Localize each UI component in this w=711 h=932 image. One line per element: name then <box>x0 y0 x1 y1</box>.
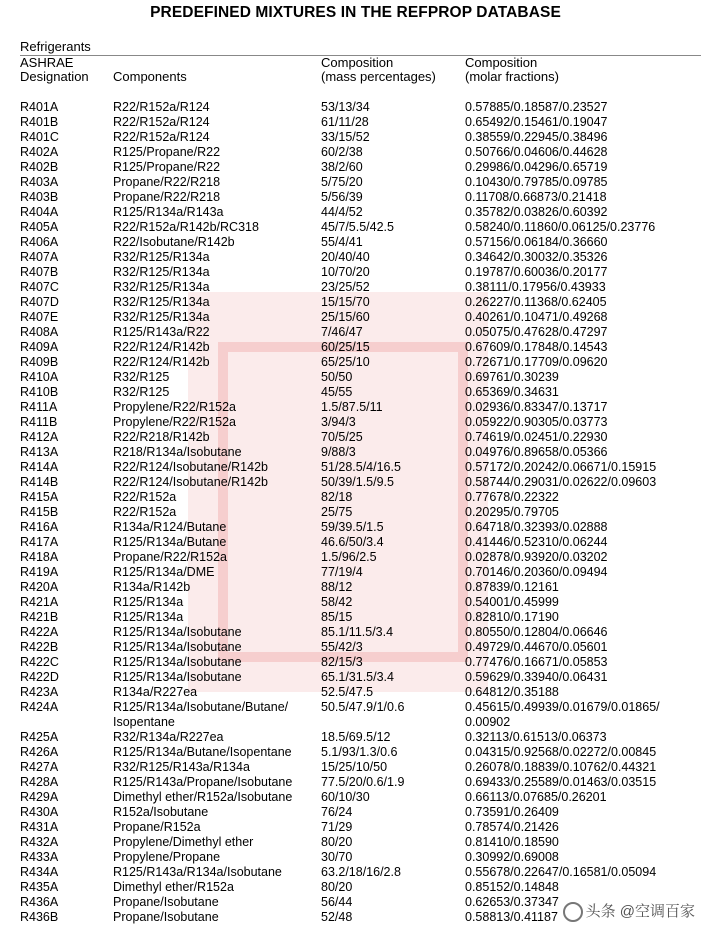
molar-composition-cell: 0.85152/0.14848 <box>465 880 559 894</box>
components-cell: R125/Propane/R22 <box>113 160 221 174</box>
mass-composition-cell: 33/15/52 <box>321 130 370 144</box>
designation-cell: R427A <box>20 760 59 774</box>
molar-composition-cell: 0.58744/0.29031/0.02622/0.09603 <box>465 475 657 489</box>
table-row <box>20 400 706 415</box>
designation-cell: R422A <box>20 625 59 639</box>
components-cell: R22/R218/R142b <box>113 430 210 444</box>
designation-cell: R401A <box>20 100 59 114</box>
molar-composition-cell: 0.57156/0.06184/0.36660 <box>465 235 608 249</box>
designation-cell: R425A <box>20 730 59 744</box>
mixtures-table <box>20 100 706 925</box>
mass-composition-cell: 50/39/1.5/9.5 <box>321 475 394 489</box>
mass-composition-cell: 3/94/3 <box>321 415 356 429</box>
mass-composition-cell: 63.2/18/16/2.8 <box>321 865 401 879</box>
mass-composition-cell: 30/70 <box>321 850 353 864</box>
mass-composition-cell: 65/25/10 <box>321 355 370 369</box>
components-cell: R22/R124/R142b <box>113 340 210 354</box>
components-cell: R32/R125/R134a <box>113 250 210 264</box>
table-row <box>20 430 706 445</box>
designation-cell: R423A <box>20 685 59 699</box>
table-row <box>20 355 706 370</box>
molar-composition-cell: 0.58240/0.11860/0.06125/0.23776 <box>465 220 656 234</box>
designation-cell: R403A <box>20 175 59 189</box>
table-row <box>20 745 706 760</box>
molar-composition-cell: 0.80550/0.12804/0.06646 <box>465 625 608 639</box>
table-row <box>20 565 706 580</box>
designation-cell: R401B <box>20 115 59 129</box>
molar-composition-cell: 0.57172/0.20242/0.06671/0.15915 <box>465 460 657 474</box>
table-row <box>20 790 706 805</box>
molar-composition-cell: 0.30992/0.69008 <box>465 850 559 864</box>
designation-cell: R410A <box>20 370 59 384</box>
designation-cell: R410B <box>20 385 59 399</box>
mass-composition-cell: 60/10/30 <box>321 790 370 804</box>
mass-composition-cell: 9/88/3 <box>321 445 356 459</box>
molar-composition-cell: 0.87839/0.12161 <box>465 580 559 594</box>
mass-composition-cell: 44/4/52 <box>321 205 363 219</box>
table-row <box>20 775 706 790</box>
designation-cell: R422D <box>20 670 59 684</box>
components-cell: R22/R152a/R124 <box>113 115 210 129</box>
mass-composition-cell: 82/15/3 <box>321 655 363 669</box>
mass-composition-cell: 56/44 <box>321 895 353 909</box>
mass-composition-cell: 51/28.5/4/16.5 <box>321 460 401 474</box>
table-row <box>20 100 706 115</box>
components-cell: Propylene/R22/R152a <box>113 400 236 414</box>
table-row <box>20 340 706 355</box>
mass-composition-cell: 7/46/47 <box>321 325 363 339</box>
molar-composition-cell: 0.74619/0.02451/0.22930 <box>465 430 608 444</box>
molar-composition-cell: 0.65369/0.34631 <box>465 385 559 399</box>
components-cell: R125/R134a/R143a <box>113 205 224 219</box>
mass-composition-cell: 5/75/20 <box>321 175 363 189</box>
designation-cell: R429A <box>20 790 59 804</box>
mass-composition-cell: 5.1/93/1.3/0.6 <box>321 745 398 759</box>
designation-cell: R431A <box>20 820 59 834</box>
designation-cell: R404A <box>20 205 59 219</box>
table-row <box>20 835 706 850</box>
designation-cell: R414B <box>20 475 59 489</box>
molar-composition-cell: 0.58813/0.41187 <box>465 910 558 924</box>
watermark <box>563 900 695 922</box>
mass-composition-cell: 80/20 <box>321 835 353 849</box>
components-cell: R32/R125/R143a/R134a <box>113 760 250 774</box>
table-row <box>20 370 706 385</box>
mass-composition-cell: 71/29 <box>321 820 353 834</box>
molar-composition-cell: 0.69761/0.30239 <box>465 370 559 384</box>
mass-composition-cell: 10/70/20 <box>321 265 370 279</box>
table-row <box>20 235 706 250</box>
molar-composition-cell: 0.73591/0.26409 <box>465 805 559 819</box>
designation-cell: R421B <box>20 610 59 624</box>
designation-cell: R411A <box>20 400 58 414</box>
table-row <box>20 730 706 745</box>
mass-composition-cell: 20/40/40 <box>321 250 370 264</box>
table-row <box>20 505 706 520</box>
components-cell: R22/R152a/R142b/RC318 <box>113 220 259 234</box>
designation-cell: R435A <box>20 880 59 894</box>
designation-cell: R409A <box>20 340 59 354</box>
header-components: Components <box>113 69 187 84</box>
table-row <box>20 145 706 160</box>
molar-composition-cell: 0.26227/0.11368/0.62405 <box>465 295 607 309</box>
table-row <box>20 220 706 235</box>
mass-composition-cell: 65.1/31.5/3.4 <box>321 670 394 684</box>
components-cell: R22/R124/R142b <box>113 355 210 369</box>
mass-composition-cell: 70/5/25 <box>321 430 363 444</box>
components-cell: R125/Propane/R22 <box>113 145 221 159</box>
designation-cell: R415B <box>20 505 59 519</box>
molar-composition-cell: 0.66113/0.07685/0.26201 <box>465 790 607 804</box>
components-cell: R32/R125/R134a <box>113 310 210 324</box>
mass-composition-cell: 15/15/70 <box>321 295 370 309</box>
designation-cell: R407B <box>20 265 59 279</box>
components-cell: R32/R134a/R227ea <box>113 730 224 744</box>
components-cell: R22/R152a/R124 <box>113 130 210 144</box>
mass-composition-cell: 1.5/96/2.5 <box>321 550 377 564</box>
components-cell: R125/R134a <box>113 595 184 609</box>
components-cell: Propane/R22/R218 <box>113 175 221 189</box>
molar-composition-cell: 0.10430/0.79785/0.09785 <box>465 175 608 189</box>
components-cell: Propane/Isobutane <box>113 895 219 909</box>
table-row <box>20 280 706 295</box>
table-row <box>20 880 706 895</box>
table-row <box>20 115 706 130</box>
designation-cell: R430A <box>20 805 59 819</box>
mass-composition-cell: 45/7/5.5/42.5 <box>321 220 394 234</box>
components-cell: R125/R134a/DME <box>113 565 215 579</box>
molar-composition-cell: 0.65492/0.15461/0.19047 <box>465 115 608 129</box>
molar-composition-cell: 0.64812/0.35188 <box>465 685 559 699</box>
designation-cell: R412A <box>20 430 59 444</box>
table-row <box>20 190 706 205</box>
molar-composition-cell: 0.78574/0.21426 <box>465 820 559 834</box>
mass-composition-cell: 53/13/34 <box>321 100 370 114</box>
components-cell: R125/R134a/Butane <box>113 535 227 549</box>
molar-composition-cell: 0.77476/0.16671/0.05853 <box>465 655 608 669</box>
mass-composition-cell: 77/19/4 <box>321 565 363 579</box>
molar-composition-cell: 0.77678/0.22322 <box>465 490 559 504</box>
table-row <box>20 685 706 700</box>
molar-composition-cell: 0.67609/0.17848/0.14543 <box>465 340 608 354</box>
molar-composition-cell: 0.05075/0.47628/0.47297 <box>465 325 608 339</box>
table-row <box>20 460 706 475</box>
header-mass: Composition (mass percentages) <box>321 55 436 84</box>
molar-composition-cell: 0.55678/0.22647/0.16581/0.05094 <box>465 865 657 879</box>
designation-cell: R403B <box>20 190 59 204</box>
table-row <box>20 130 706 145</box>
components-cell: R125/R134a/Isobutane/Butane/ Isopentane <box>113 700 289 729</box>
mass-composition-cell: 61/11/28 <box>321 115 369 129</box>
designation-cell: R409B <box>20 355 59 369</box>
table-row <box>20 205 706 220</box>
designation-cell: R418A <box>20 550 59 564</box>
designation-cell: R420A <box>20 580 59 594</box>
molar-composition-cell: 0.54001/0.45999 <box>465 595 559 609</box>
mass-composition-cell: 55/42/3 <box>321 640 363 654</box>
molar-composition-cell: 0.64718/0.32393/0.02888 <box>465 520 608 534</box>
mass-composition-cell: 45/55 <box>321 385 353 399</box>
designation-cell: R402B <box>20 160 59 174</box>
components-cell: R32/R125/R134a <box>113 295 210 309</box>
components-cell: R125/R143a/R22 <box>113 325 210 339</box>
molar-composition-cell: 0.38111/0.17956/0.43933 <box>465 280 606 294</box>
components-cell: R134a/R142b <box>113 580 191 594</box>
mass-composition-cell: 58/42 <box>321 595 353 609</box>
components-cell: R22/R124/Isobutane/R142b <box>113 475 268 489</box>
components-cell: Propane/R22/R218 <box>113 190 221 204</box>
table-row <box>20 535 706 550</box>
header-molar: Composition (molar fractions) <box>465 55 559 84</box>
table-row <box>20 415 706 430</box>
designation-cell: R436B <box>20 910 59 924</box>
molar-composition-cell: 0.50766/0.04606/0.44628 <box>465 145 608 159</box>
mass-composition-cell: 82/18 <box>321 490 353 504</box>
molar-composition-cell: 0.81410/0.18590 <box>465 835 559 849</box>
components-cell: R22/R124/Isobutane/R142b <box>113 460 268 474</box>
components-cell: R22/R152a/R124 <box>113 100 210 114</box>
mass-composition-cell: 60/2/38 <box>321 145 363 159</box>
designation-cell: R405A <box>20 220 59 234</box>
table-row <box>20 805 706 820</box>
table-row <box>20 445 706 460</box>
mass-composition-cell: 15/25/10/50 <box>321 760 388 774</box>
table-row <box>20 595 706 610</box>
table-row <box>20 175 706 190</box>
table-row <box>20 520 706 535</box>
table-row <box>20 640 706 655</box>
mass-composition-cell: 88/12 <box>321 580 353 594</box>
table-row <box>20 475 706 490</box>
table-row <box>20 580 706 595</box>
components-cell: R125/R134a <box>113 610 184 624</box>
table-row <box>20 700 706 730</box>
mass-composition-cell: 50/50 <box>321 370 353 384</box>
mass-composition-cell: 52/48 <box>321 910 353 924</box>
designation-cell: R436A <box>20 895 59 909</box>
components-cell: R22/R152a <box>113 490 177 504</box>
table-row <box>20 610 706 625</box>
components-cell: R134a/R227ea <box>113 685 198 699</box>
molar-composition-cell: 0.62653/0.37347 <box>465 895 559 909</box>
molar-composition-cell: 0.72671/0.17709/0.09620 <box>465 355 608 369</box>
table-row <box>20 760 706 775</box>
components-cell: R125/R134a/Isobutane <box>113 655 242 669</box>
table-row <box>20 820 706 835</box>
designation-cell: R426A <box>20 745 59 759</box>
designation-cell: R424A <box>20 700 59 714</box>
designation-cell: R422C <box>20 655 59 669</box>
components-cell: R32/R125 <box>113 385 170 399</box>
designation-cell: R407C <box>20 280 59 294</box>
molar-composition-cell: 0.32113/0.61513/0.06373 <box>465 730 607 744</box>
components-cell: Propylene/Dimethyl ether <box>113 835 254 849</box>
mass-composition-cell: 76/24 <box>321 805 353 819</box>
components-cell: R152a/Isobutane <box>113 805 209 819</box>
designation-cell: R421A <box>20 595 59 609</box>
designation-cell: R406A <box>20 235 59 249</box>
components-cell: R32/R125/R134a <box>113 265 210 279</box>
molar-composition-cell: 0.11708/0.66873/0.21418 <box>465 190 607 204</box>
table-row <box>20 490 706 505</box>
designation-cell: R407E <box>20 310 59 324</box>
components-cell: R125/R134a/Isobutane <box>113 625 242 639</box>
table-row <box>20 160 706 175</box>
designation-cell: R433A <box>20 850 59 864</box>
designation-cell: R407D <box>20 295 59 309</box>
designation-cell: R428A <box>20 775 59 789</box>
components-cell: R218/R134a/Isobutane <box>113 445 242 459</box>
components-cell: Propane/Isobutane <box>113 910 219 924</box>
mass-composition-cell: 25/15/60 <box>321 310 370 324</box>
mass-composition-cell: 38/2/60 <box>321 160 363 174</box>
mass-composition-cell: 55/4/41 <box>321 235 363 249</box>
molar-composition-cell: 0.45615/0.49939/0.01679/0.01865/ 0.00902 <box>465 700 660 729</box>
designation-cell: R417A <box>20 535 59 549</box>
watermark-logo-icon <box>563 902 583 922</box>
mass-composition-cell: 1.5/87.5/11 <box>321 400 383 414</box>
header-designation: ASHRAE Designation <box>20 55 89 84</box>
molar-composition-cell: 0.57885/0.18587/0.23527 <box>465 100 608 114</box>
components-cell: Dimethyl ether/R152a/Isobutane <box>113 790 293 804</box>
mass-composition-cell: 85.1/11.5/3.4 <box>321 625 394 639</box>
components-cell: R125/R143a/Propane/Isobutane <box>113 775 293 789</box>
components-cell: Dimethyl ether/R152a <box>113 880 234 894</box>
molar-composition-cell: 0.41446/0.52310/0.06244 <box>465 535 608 549</box>
components-cell: R32/R125/R134a <box>113 280 210 294</box>
table-row <box>20 295 706 310</box>
mass-composition-cell: 46.6/50/3.4 <box>321 535 384 549</box>
molar-composition-cell: 0.20295/0.79705 <box>465 505 559 519</box>
designation-cell: R422B <box>20 640 59 654</box>
table-row <box>20 325 706 340</box>
mass-composition-cell: 50.5/47.9/1/0.6 <box>321 700 405 714</box>
page-title: PREDEFINED MIXTURES IN THE REFPROP DATABASE <box>150 4 561 21</box>
designation-cell: R415A <box>20 490 59 504</box>
components-cell: R125/R134a/Butane/Isopentane <box>113 745 292 759</box>
mass-composition-cell: 25/75 <box>321 505 353 519</box>
table-row <box>20 310 706 325</box>
table-row <box>20 550 706 565</box>
molar-composition-cell: 0.38559/0.22945/0.38496 <box>465 130 608 144</box>
molar-composition-cell: 0.04315/0.92568/0.02272/0.00845 <box>465 745 657 759</box>
table-row <box>20 250 706 265</box>
molar-composition-cell: 0.49729/0.44670/0.05601 <box>465 640 608 654</box>
molar-composition-cell: 0.40261/0.10471/0.49268 <box>465 310 608 324</box>
watermark-text: 头条 @空调百家 <box>585 902 695 920</box>
mass-composition-cell: 77.5/20/0.6/1.9 <box>321 775 405 789</box>
designation-cell: R411B <box>20 415 58 429</box>
designation-cell: R432A <box>20 835 59 849</box>
table-row <box>20 655 706 670</box>
designation-cell: R416A <box>20 520 59 534</box>
components-cell: R22/Isobutane/R142b <box>113 235 235 249</box>
molar-composition-cell: 0.04976/0.89658/0.05366 <box>465 445 608 459</box>
mass-composition-cell: 59/39.5/1.5 <box>321 520 384 534</box>
components-cell: R125/R143a/R134a/Isobutane <box>113 865 282 879</box>
designation-cell: R413A <box>20 445 59 459</box>
mass-composition-cell: 85/15 <box>321 610 353 624</box>
table-row <box>20 265 706 280</box>
molar-composition-cell: 0.19787/0.60036/0.20177 <box>465 265 608 279</box>
components-cell: Propylene/Propane <box>113 850 221 864</box>
components-cell: R125/R134a/Isobutane <box>113 670 242 684</box>
molar-composition-cell: 0.34642/0.30032/0.35326 <box>465 250 608 264</box>
molar-composition-cell: 0.29986/0.04296/0.65719 <box>465 160 608 174</box>
table-row <box>20 625 706 640</box>
mass-composition-cell: 23/25/52 <box>321 280 370 294</box>
table-row <box>20 385 706 400</box>
molar-composition-cell: 0.02936/0.83347/0.13717 <box>465 400 608 414</box>
molar-composition-cell: 0.26078/0.18839/0.10762/0.44321 <box>465 760 657 774</box>
components-cell: R22/R152a <box>113 505 177 519</box>
mass-composition-cell: 60/25/15 <box>321 340 370 354</box>
components-cell: R134a/R124/Butane <box>113 520 227 534</box>
table-row <box>20 865 706 880</box>
molar-composition-cell: 0.59629/0.33940/0.06431 <box>465 670 608 684</box>
molar-composition-cell: 0.35782/0.03826/0.60392 <box>465 205 608 219</box>
mass-composition-cell: 5/56/39 <box>321 190 363 204</box>
components-cell: Propylene/R22/R152a <box>113 415 236 429</box>
designation-cell: R434A <box>20 865 59 879</box>
components-cell: Propane/R22/R152a <box>113 550 227 564</box>
designation-cell: R401C <box>20 130 59 144</box>
section-label: Refrigerants <box>20 39 91 54</box>
components-cell: Propane/R152a <box>113 820 201 834</box>
designation-cell: R414A <box>20 460 59 474</box>
table-row <box>20 670 706 685</box>
components-cell: R32/R125 <box>113 370 170 384</box>
components-cell: R125/R134a/Isobutane <box>113 640 242 654</box>
designation-cell: R408A <box>20 325 59 339</box>
molar-composition-cell: 0.70146/0.20360/0.09494 <box>465 565 608 579</box>
designation-cell: R419A <box>20 565 59 579</box>
molar-composition-cell: 0.82810/0.17190 <box>465 610 559 624</box>
mass-composition-cell: 18.5/69.5/12 <box>321 730 391 744</box>
mass-composition-cell: 80/20 <box>321 880 353 894</box>
designation-cell: R407A <box>20 250 59 264</box>
molar-composition-cell: 0.05922/0.90305/0.03773 <box>465 415 608 429</box>
molar-composition-cell: 0.02878/0.93920/0.03202 <box>465 550 608 564</box>
molar-composition-cell: 0.69433/0.25589/0.01463/0.03515 <box>465 775 657 789</box>
table-row <box>20 850 706 865</box>
designation-cell: R402A <box>20 145 59 159</box>
mass-composition-cell: 52.5/47.5 <box>321 685 374 699</box>
